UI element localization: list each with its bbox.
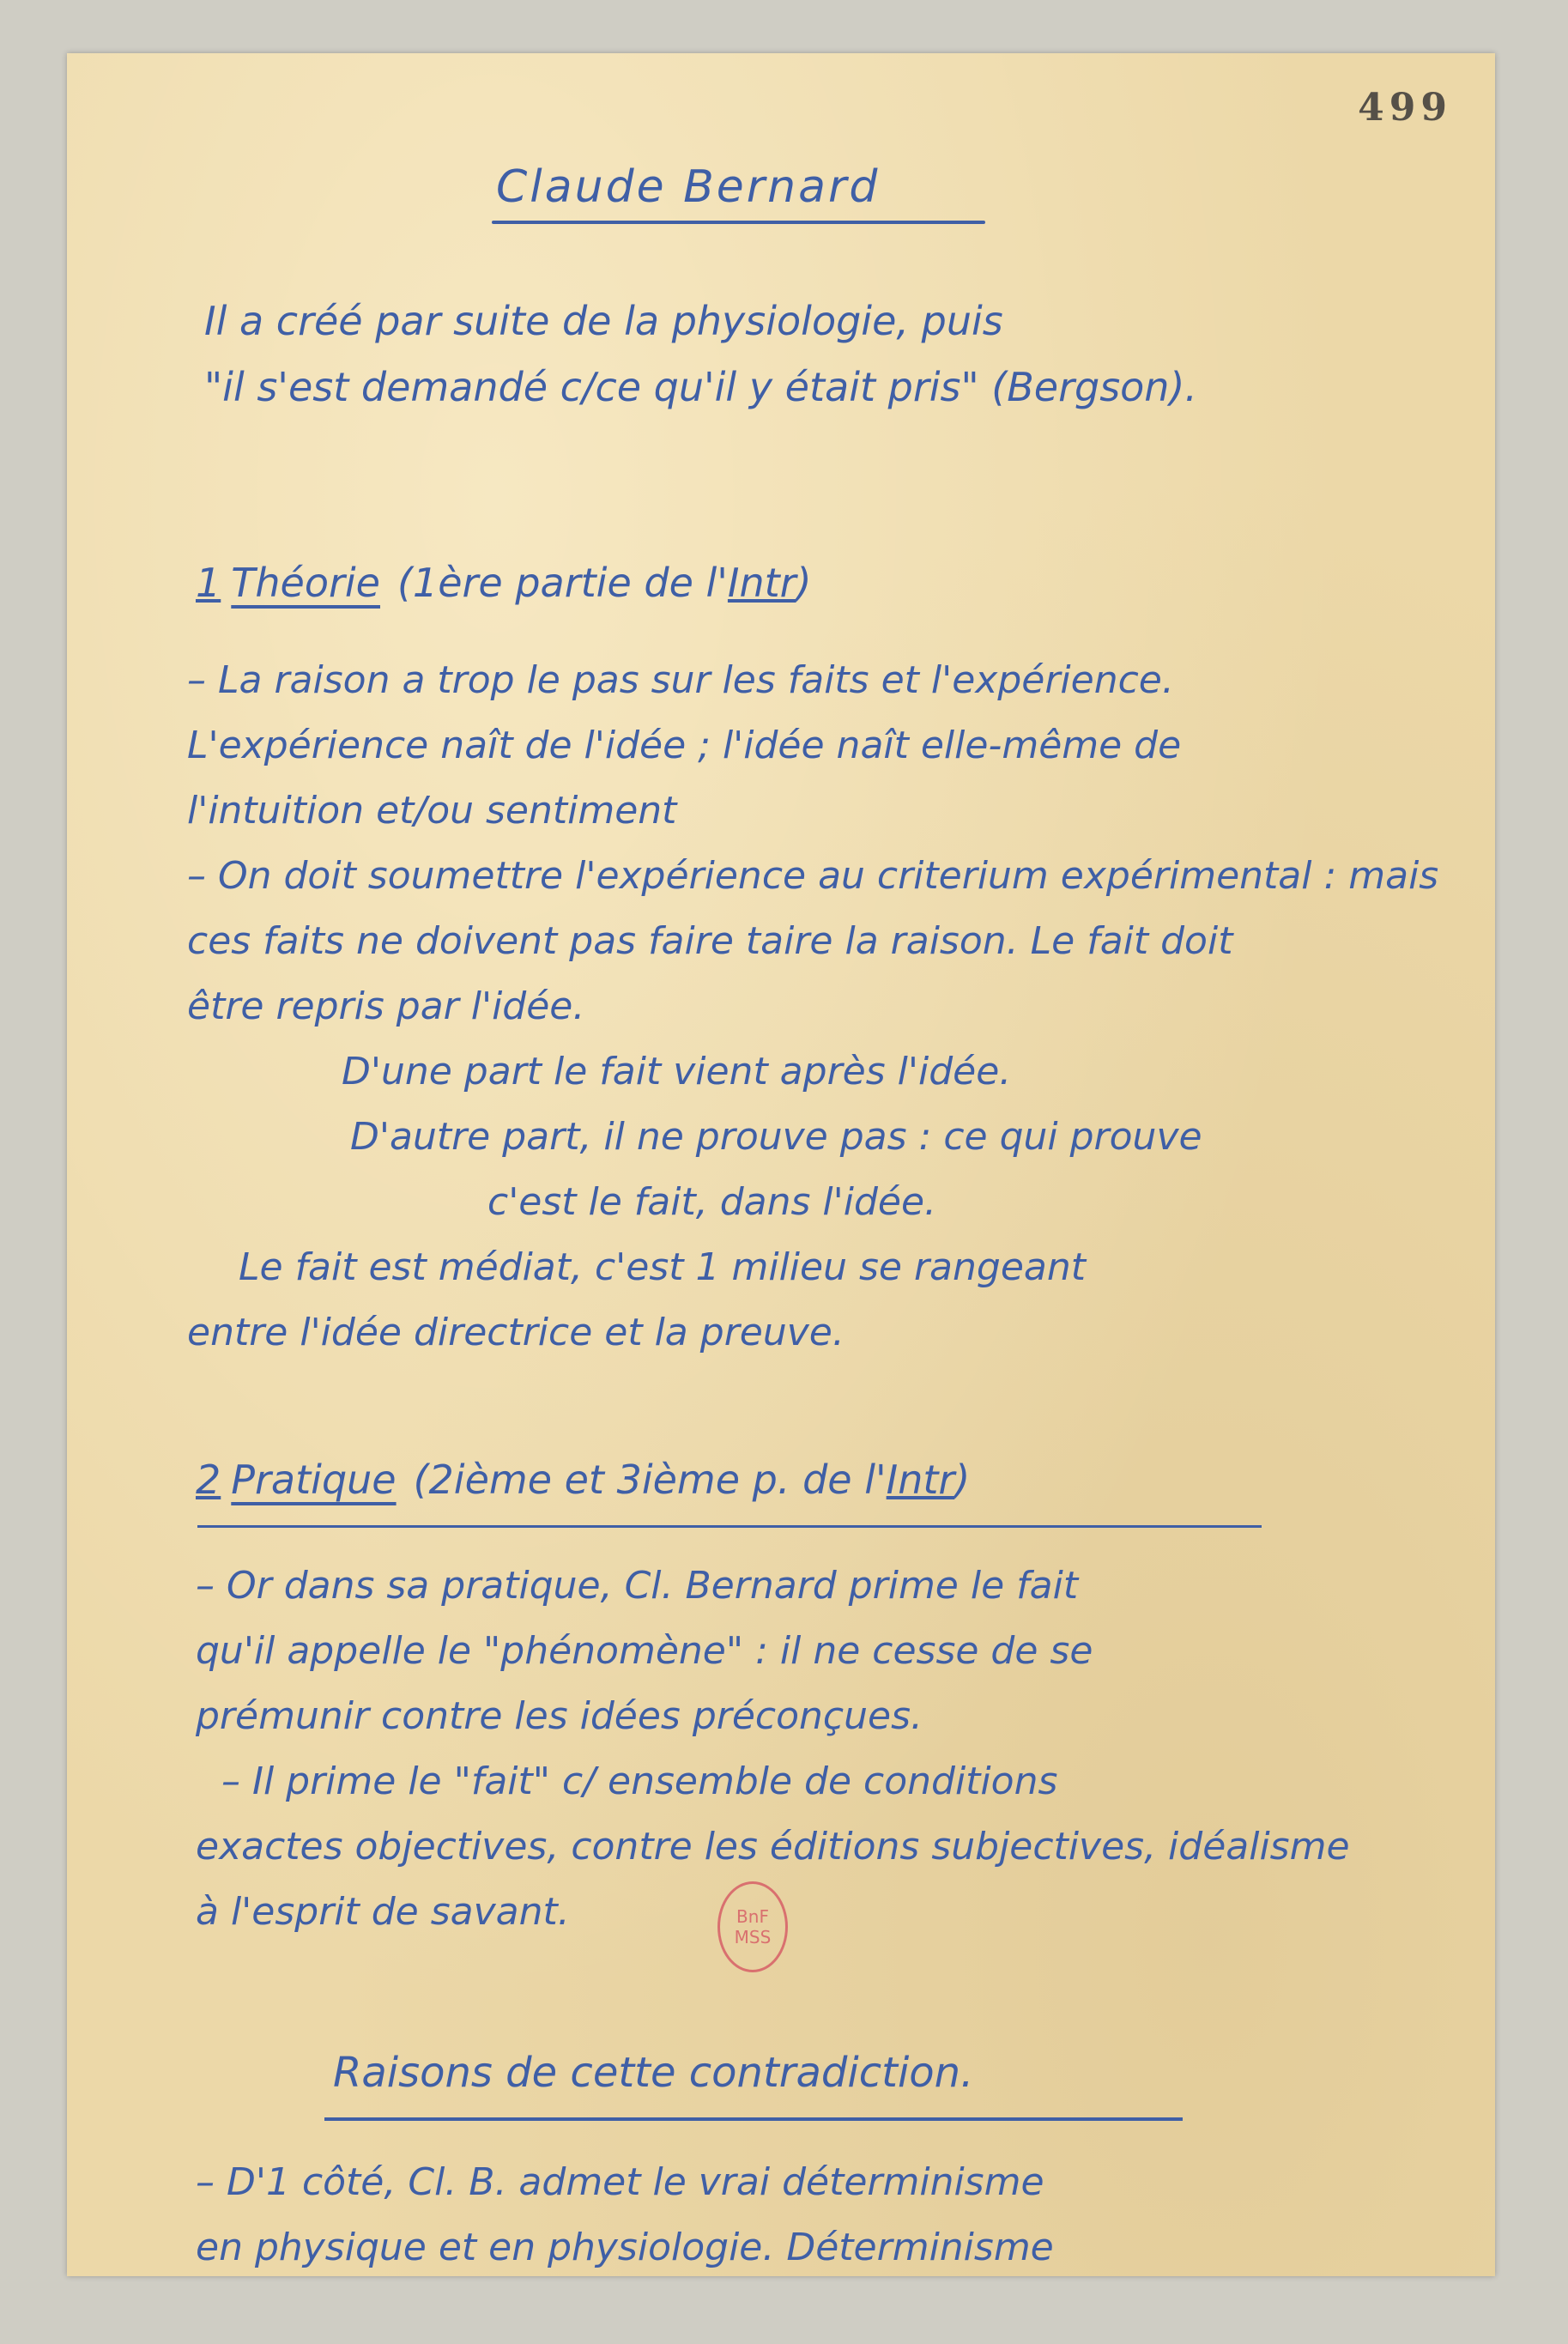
text-line: exactes objectives, contre les éditions subjectives, idéalisme [196, 1825, 1350, 1869]
text-line: L'expérience naît de l'idée ; l'idée naît elle-même de [187, 724, 1182, 767]
text-line: – La raison a trop le pas sur les faits et l'expérience. [187, 658, 1174, 702]
text-line: entre l'idée directrice et la preuve. [187, 1311, 845, 1354]
section-number: 1 [196, 560, 221, 606]
epigraph-line: "il s'est demandé c/ce qu'il y était pris" (Bergson). [204, 364, 1198, 411]
text-line: D'une part le fait vient après l'idée. [342, 1050, 1012, 1093]
section-heading-pratique [196, 1457, 970, 1504]
section-heading-raisons: Raisons de cette contradiction. [333, 2049, 974, 2097]
manuscript-sheet [67, 53, 1495, 2276]
section-heading-theorie [196, 560, 812, 607]
text-line: – On doit soumettre l'expérience au criterium expérimental : mais [187, 854, 1439, 898]
text-line: prémunir contre les idées préconçues. [196, 1694, 923, 1738]
text-line: l'intuition et/ou sentiment [187, 789, 677, 833]
epigraph-line: Il a créé par suite de la physiologie, puis [204, 298, 1003, 344]
section-body-theorie [187, 658, 1438, 1376]
text-line: être repris par l'idée. [187, 984, 585, 1028]
text-line: – Or dans sa pratique, Cl. Bernard prime le fait [196, 1564, 1079, 1608]
subheading-underline [324, 2117, 1183, 2121]
section-note: (1ère partie de l'Intr) [397, 560, 812, 606]
section-title: Théorie [231, 560, 380, 606]
section-number: 2 [196, 1457, 221, 1503]
folio-number: 499 [1358, 86, 1452, 130]
text-line: Le fait est médiat, c'est 1 milieu se rangeant [239, 1245, 1086, 1289]
section-title: Pratique [231, 1457, 397, 1503]
page-title: Claude Bernard [496, 161, 881, 213]
text-line: ces faits ne doivent pas faire taire la raison. Le fait doit [187, 919, 1233, 963]
text-line: D'autre part, il ne prouve pas : ce qui prouve [350, 1115, 1202, 1159]
text-line: – D'1 côté, Cl. B. admet le vrai déterminisme [196, 2160, 1044, 2204]
text-line: en physique et en physiologie. Déterminisme [196, 2226, 1054, 2269]
text-line: – Il prime le "fait" c/ ensemble de conditions [221, 1760, 1058, 1803]
text-line: c'est le fait, dans l'idée. [487, 1180, 936, 1224]
section-body-raisons [196, 2160, 1054, 2276]
bnf-mss-stamp: BnF MSS [717, 1881, 788, 1972]
section-note: (2ième et 3ième p. de l'Intr) [413, 1457, 971, 1503]
text-line: à l'esprit de savant. [196, 1890, 570, 1934]
title-underline [492, 221, 985, 224]
text-line: qu'il appelle le "phénomène" : il ne cesse de se [196, 1629, 1093, 1673]
section-underline [197, 1525, 1262, 1528]
epigraph [204, 298, 1197, 430]
